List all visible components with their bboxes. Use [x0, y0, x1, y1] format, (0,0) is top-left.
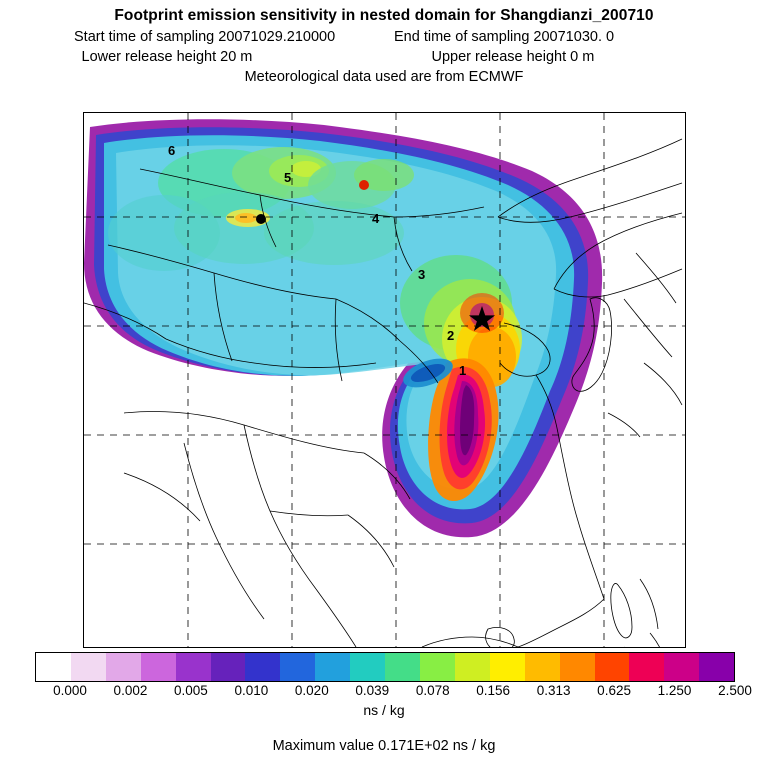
- sampling-times-row: [0, 29, 768, 45]
- colorbar-swatch-17: [629, 653, 664, 681]
- colorbar-tick-3: 0.010: [234, 683, 269, 698]
- colorbar-tick-10: 1.250: [657, 683, 692, 698]
- colorbar-tick-0: 0.000: [53, 683, 87, 698]
- colorbar-tick-2: 0.005: [174, 683, 208, 698]
- colorbar-swatch-18: [664, 653, 699, 681]
- colorbar-swatch-0: [36, 653, 71, 681]
- day-label-6: 6: [168, 143, 176, 158]
- colorbar-swatch-12: [455, 653, 490, 681]
- colorbar-swatch-7: [280, 653, 315, 681]
- station-marker-red: [359, 180, 369, 190]
- day-label-3: 3: [418, 267, 426, 282]
- colorbar-tick-labels: [35, 683, 768, 699]
- map-plot: [83, 112, 686, 648]
- colorbar-swatch-5: [211, 653, 246, 681]
- colorbar-unit-label: ns / kg: [363, 702, 405, 718]
- colorbar-tick-1: 0.002: [113, 683, 148, 698]
- colorbar-swatch-16: [595, 653, 630, 681]
- end-time-label: End time of sampling 20071030. 0: [394, 29, 615, 45]
- colorbar-swatch-10: [385, 653, 420, 681]
- max-value-label: Maximum value 0.171E+02 ns / kg: [272, 738, 496, 754]
- station-marker-black: [256, 214, 266, 224]
- start-time-label: Start time of sampling 20071029.210000: [74, 29, 336, 45]
- colorbar-swatch-4: [176, 653, 211, 681]
- day-label-4: 4: [372, 211, 380, 226]
- colorbar-swatch-14: [525, 653, 560, 681]
- colorbar-swatch-15: [560, 653, 595, 681]
- colorbar-swatch-8: [315, 653, 350, 681]
- colorbar-tick-6: 0.078: [415, 683, 450, 698]
- colorbar-swatch-2: [106, 653, 141, 681]
- colorbar-tick-4: 0.020: [294, 683, 329, 698]
- colorbar-tick-11: 2.500: [718, 683, 752, 698]
- colorbar-swatch-1: [71, 653, 106, 681]
- colorbar-swatch-13: [490, 653, 525, 681]
- day-label-1: 1: [459, 363, 467, 378]
- colorbar-swatch-19: [699, 653, 734, 681]
- colorbar-swatch-11: [420, 653, 455, 681]
- met-data-label: Meteorological data used are from ECMWF: [244, 69, 524, 85]
- upper-release-label: Upper release height 0 m: [431, 49, 595, 65]
- colorbar-tick-5: 0.039: [355, 683, 390, 698]
- colorbar-tick-7: 0.156: [476, 683, 511, 698]
- colorbar-swatch-6: [245, 653, 280, 681]
- colorbar-swatch-9: [350, 653, 385, 681]
- colorbar-tick-8: 0.313: [536, 683, 571, 698]
- day-label-5: 5: [284, 170, 292, 185]
- chart-header: [0, 0, 768, 85]
- colorbar-swatch-3: [141, 653, 176, 681]
- release-heights-row: [0, 49, 768, 65]
- footprint-map-svg: [84, 113, 685, 647]
- lower-release-label: Lower release height 20 m: [81, 49, 253, 65]
- day-label-2: 2: [447, 328, 455, 343]
- colorbar-tick-9: 0.625: [597, 683, 631, 698]
- colorbar-strip: [35, 652, 735, 682]
- page-title: Footprint emission sensitivity in nested domain for Shangdianzi_200710: [114, 7, 654, 24]
- colorbar: [35, 652, 752, 698]
